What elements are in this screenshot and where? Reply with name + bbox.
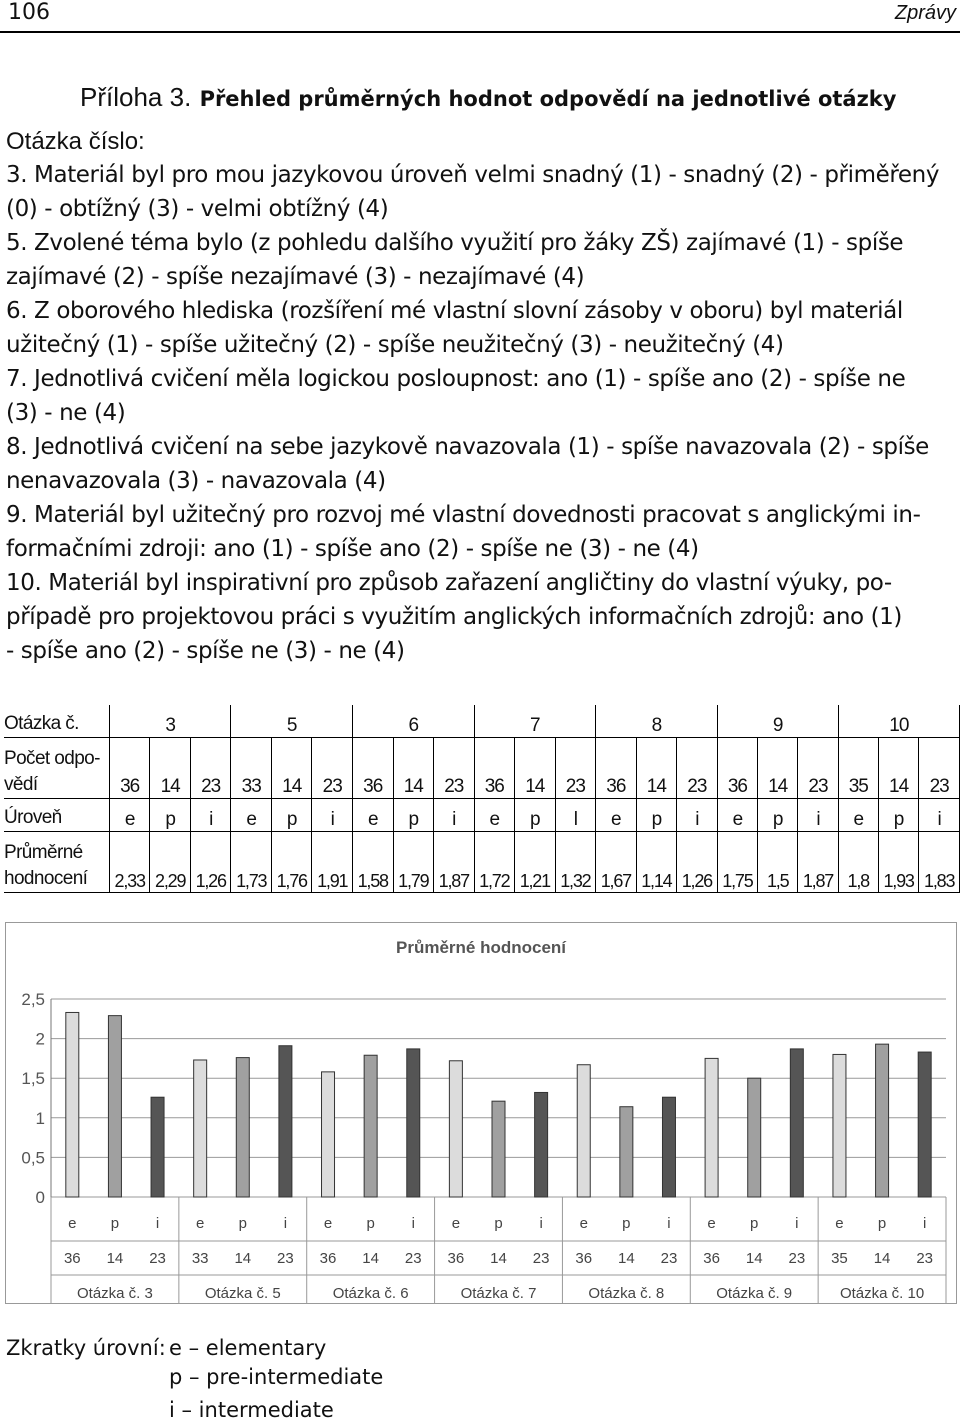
table-question-number: 6 bbox=[352, 705, 474, 738]
row-label-count-line1: Počet odpo- bbox=[4, 748, 100, 769]
table-count-cell: 35 bbox=[838, 738, 878, 799]
bar-level-label: p bbox=[110, 1215, 120, 1232]
bar bbox=[876, 1044, 889, 1197]
table-count-cell: 23 bbox=[312, 738, 353, 799]
table-average-cell: 1,87 bbox=[434, 832, 475, 893]
table-level-cell: e bbox=[474, 799, 515, 832]
table-average-cell: 1,79 bbox=[393, 832, 434, 893]
table-count-cell: 36 bbox=[474, 738, 515, 799]
bar-count-label: 23 bbox=[149, 1250, 166, 1267]
chart-frame bbox=[5, 922, 957, 1304]
question-line: 10. Materiál byl inspirativní pro způsob zařazení angličtiny do vlastní výuky, po- bbox=[6, 570, 892, 596]
bar-count-label: 36 bbox=[447, 1250, 465, 1267]
category-label: Otázka č. 7 bbox=[460, 1285, 537, 1302]
bar-count-label: 23 bbox=[916, 1250, 934, 1267]
table-average-cell: 1,83 bbox=[919, 832, 960, 893]
bar-level-label: i bbox=[667, 1215, 671, 1232]
appendix-label: Příloha 3. bbox=[80, 82, 192, 112]
table-count-cell: 14 bbox=[758, 738, 798, 799]
table-count-cell: 36 bbox=[352, 738, 393, 799]
bar-count-label: 36 bbox=[703, 1250, 720, 1267]
table-level-cell: p bbox=[271, 799, 312, 832]
row-label-question: Otázka č. bbox=[4, 705, 109, 738]
bar-count-label: 36 bbox=[63, 1250, 81, 1267]
table-average-cell: 1,67 bbox=[596, 832, 637, 893]
row-label-average bbox=[4, 832, 109, 893]
table-level-cell: p bbox=[393, 799, 434, 832]
y-tick-label: 0 bbox=[35, 1188, 45, 1207]
bar-level-label: e bbox=[835, 1215, 844, 1232]
row-label-count bbox=[4, 738, 109, 799]
bar-count-label: 14 bbox=[873, 1250, 891, 1267]
category-label: Otázka č. 9 bbox=[716, 1285, 793, 1302]
row-label-average-line2: hodnocení bbox=[4, 868, 88, 889]
table-average-cell: 1,26 bbox=[190, 832, 231, 893]
y-tick-label: 2 bbox=[35, 1029, 45, 1049]
category-label: Otázka č. 10 bbox=[839, 1285, 925, 1302]
question-line: (3) - ne (4) bbox=[6, 400, 126, 426]
table-count-cell: 36 bbox=[109, 738, 150, 799]
question-line: 9. Materiál byl užitečný pro rozvoj mé vlastní dovednosti pracovat s anglickými in- bbox=[6, 502, 921, 528]
bar-level-label: e bbox=[68, 1215, 77, 1232]
question-line: 7. Jednotlivá cvičení měla logickou posloupnost: ano (1) - spíše ano (2) - spíše ne bbox=[6, 366, 906, 392]
bar bbox=[790, 1049, 803, 1197]
table-count-cell: 23 bbox=[555, 738, 596, 799]
question-line: užitečný (1) - spíše užitečný (2) - spíše neužitečný (3) - neužitečný (4) bbox=[6, 332, 784, 358]
table-level-cell: e bbox=[109, 799, 150, 832]
table-question-number: 3 bbox=[109, 705, 231, 738]
y-tick-label: 0,5 bbox=[21, 1148, 45, 1168]
table-count-cell: 14 bbox=[271, 738, 312, 799]
bar-level-label: i bbox=[795, 1215, 799, 1232]
bar-count-label: 14 bbox=[234, 1250, 252, 1267]
bar bbox=[492, 1101, 505, 1197]
bar bbox=[748, 1078, 761, 1197]
table-average-cell: 1,14 bbox=[636, 832, 677, 893]
bar-level-label: p bbox=[494, 1215, 503, 1232]
category-label: Otázka č. 8 bbox=[588, 1285, 665, 1302]
bar-level-label: p bbox=[366, 1215, 375, 1232]
table-average-cell: 1,76 bbox=[271, 832, 312, 893]
bar-level-label: i bbox=[411, 1215, 415, 1232]
bar-count-label: 36 bbox=[319, 1250, 337, 1267]
table-level-cell: i bbox=[919, 799, 960, 832]
table-average-cell: 2,29 bbox=[150, 832, 191, 893]
y-tick-label: 2,5 bbox=[21, 990, 45, 1009]
table-question-number: 9 bbox=[717, 705, 838, 738]
table-count-cell: 33 bbox=[231, 738, 272, 799]
table-average-cell: 2,33 bbox=[109, 832, 150, 893]
table-count-cell: 23 bbox=[919, 738, 960, 799]
chart-title: Průměrné hodnocení bbox=[395, 938, 567, 957]
table-average-cell: 1,93 bbox=[878, 832, 919, 893]
question-label: Otázka číslo: bbox=[6, 128, 145, 155]
section-name: Zprávy bbox=[894, 2, 956, 24]
table-average-cell: 1,5 bbox=[758, 832, 798, 893]
bar-count-label: 23 bbox=[660, 1250, 678, 1267]
appendix-heading: Přehled průměrných hodnot odpovědí na jednotlivé otázky bbox=[199, 87, 897, 111]
average-rating-chart bbox=[6, 923, 956, 1303]
legend-item: e – elementary bbox=[169, 1336, 327, 1360]
bar-level-label: i bbox=[923, 1215, 927, 1232]
averages-table bbox=[4, 705, 960, 893]
legend-label: Zkratky úrovní: bbox=[6, 1336, 166, 1360]
table-level-cell: e bbox=[596, 799, 637, 832]
table-average-cell: 1,58 bbox=[352, 832, 393, 893]
y-tick-label: 1 bbox=[35, 1108, 45, 1128]
table-level-cell: i bbox=[677, 799, 718, 832]
table-level-cell: l bbox=[555, 799, 596, 832]
legend-item: p – pre-intermediate bbox=[169, 1365, 384, 1389]
row-label-average-line1: Průměrné bbox=[4, 842, 83, 863]
category-label: Otázka č. 3 bbox=[76, 1285, 153, 1302]
bar-level-label: p bbox=[877, 1215, 887, 1232]
bar-count-label: 23 bbox=[404, 1250, 422, 1267]
bar bbox=[535, 1092, 548, 1197]
header-rule bbox=[0, 31, 960, 33]
table-level-cell: p bbox=[758, 799, 798, 832]
table-question-number: 7 bbox=[474, 705, 596, 738]
bar bbox=[322, 1072, 335, 1197]
bar-level-label: e bbox=[451, 1215, 461, 1232]
appendix-title bbox=[80, 82, 896, 113]
bar-level-label: e bbox=[579, 1215, 588, 1232]
question-line: 5. Zvolené téma bylo (z pohledu dalšího využití pro žáky ZŠ) zajímavé (1) - spíše bbox=[6, 230, 904, 256]
bar bbox=[620, 1107, 633, 1197]
bar-count-label: 33 bbox=[191, 1250, 209, 1267]
table-count-cell: 14 bbox=[150, 738, 191, 799]
bar-level-label: p bbox=[622, 1215, 631, 1232]
table-average-cell: 1,72 bbox=[474, 832, 515, 893]
bar bbox=[108, 1016, 121, 1197]
question-line: 6. Z oborového hlediska (rozšíření mé vlastní slovní zásoby v oboru) byl materiál bbox=[6, 298, 903, 324]
question-line: (0) - obtížný (3) - velmi obtížný (4) bbox=[6, 196, 389, 222]
table-count-cell: 14 bbox=[878, 738, 919, 799]
table-level-cell: p bbox=[636, 799, 677, 832]
bar-level-label: p bbox=[750, 1215, 759, 1232]
bar-level-label: p bbox=[238, 1215, 247, 1232]
table-level-cell: e bbox=[352, 799, 393, 832]
page-header bbox=[0, 0, 960, 30]
bar-count-label: 23 bbox=[277, 1250, 294, 1267]
bar-level-label: e bbox=[195, 1215, 205, 1232]
bar-level-label: e bbox=[707, 1215, 716, 1232]
bar bbox=[151, 1097, 164, 1197]
category-label: Otázka č. 6 bbox=[332, 1285, 409, 1302]
table-average-cell: 1,91 bbox=[312, 832, 353, 893]
table-level-cell: e bbox=[717, 799, 758, 832]
bar-count-label: 36 bbox=[575, 1250, 593, 1267]
table-count-cell: 36 bbox=[717, 738, 758, 799]
table-level-cell: p bbox=[515, 799, 556, 832]
bar-count-label: 35 bbox=[831, 1250, 848, 1267]
question-line: 8. Jednotlivá cvičení na sebe jazykově navazovala (1) - spíše navazovala (2) - spíše bbox=[6, 434, 929, 460]
table-count-cell: 23 bbox=[798, 738, 839, 799]
bar bbox=[194, 1060, 207, 1197]
bar-count-label: 14 bbox=[745, 1250, 763, 1267]
table-count-cell: 14 bbox=[515, 738, 556, 799]
table-average-cell: 1,75 bbox=[717, 832, 758, 893]
bar-count-label: 14 bbox=[618, 1250, 635, 1267]
bar-level-label: e bbox=[323, 1215, 333, 1232]
bar-level-label: i bbox=[155, 1215, 160, 1232]
table-count-cell: 23 bbox=[434, 738, 475, 799]
bar-count-label: 14 bbox=[490, 1250, 507, 1267]
table-average-cell: 1,32 bbox=[555, 832, 596, 893]
row-label-level: Úroveň bbox=[4, 799, 109, 832]
table-count-cell: 23 bbox=[190, 738, 231, 799]
table-level-cell: i bbox=[190, 799, 231, 832]
table-average-cell: 1,21 bbox=[515, 832, 556, 893]
question-line: formačními zdroji: ano (1) - spíše ano (2) - spíše ne (3) - ne (4) bbox=[6, 536, 699, 562]
table-question-number: 10 bbox=[838, 705, 959, 738]
table-average-cell: 1,73 bbox=[231, 832, 272, 893]
table-question-number: 5 bbox=[231, 705, 353, 738]
table-level-cell: e bbox=[231, 799, 272, 832]
bar bbox=[407, 1049, 420, 1197]
bar bbox=[918, 1052, 931, 1197]
table-average-cell: 1,87 bbox=[798, 832, 839, 893]
bar bbox=[662, 1097, 675, 1197]
bar bbox=[705, 1058, 718, 1197]
bar bbox=[66, 1012, 79, 1197]
page-number: 106 bbox=[8, 0, 50, 25]
bar-count-label: 14 bbox=[362, 1250, 379, 1267]
table-level-cell: p bbox=[878, 799, 919, 832]
table-count-cell: 14 bbox=[636, 738, 677, 799]
question-line: 3. Materiál byl pro mou jazykovou úroveň velmi snadný (1) - snadný (2) - přiměřený bbox=[6, 162, 940, 188]
bar bbox=[833, 1054, 846, 1197]
bar-count-label: 23 bbox=[532, 1250, 550, 1267]
bar bbox=[236, 1058, 249, 1197]
bar bbox=[449, 1061, 462, 1197]
category-label: Otázka č. 5 bbox=[204, 1285, 281, 1302]
table-level-cell: e bbox=[838, 799, 878, 832]
question-line: případě pro projektovou práci s využitím anglických informačních zdrojů: ano (1) bbox=[6, 604, 902, 630]
question-line: - spíše ano (2) - spíše ne (3) - ne (4) bbox=[6, 638, 405, 664]
y-tick-label: 1,5 bbox=[21, 1069, 45, 1089]
table-average-cell: 1,26 bbox=[677, 832, 718, 893]
question-line: zajímavé (2) - spíše nezajímavé (3) - nezajímavé (4) bbox=[6, 264, 585, 290]
bar-count-label: 14 bbox=[106, 1250, 124, 1267]
table-level-cell: i bbox=[434, 799, 475, 832]
table-level-cell: i bbox=[312, 799, 353, 832]
table-count-cell: 14 bbox=[393, 738, 434, 799]
table-level-cell: i bbox=[798, 799, 839, 832]
table-level-cell: p bbox=[150, 799, 191, 832]
bar bbox=[577, 1065, 590, 1197]
question-line: nenavazovala (3) - navazovala (4) bbox=[6, 468, 386, 494]
table-question-number: 8 bbox=[596, 705, 718, 738]
row-label-count-line2: vědí bbox=[4, 774, 38, 795]
bar bbox=[364, 1055, 377, 1197]
table-average-cell: 1,8 bbox=[838, 832, 878, 893]
bar-level-label: i bbox=[283, 1215, 288, 1232]
table-count-cell: 36 bbox=[596, 738, 637, 799]
bar bbox=[279, 1046, 292, 1197]
table-count-cell: 23 bbox=[677, 738, 718, 799]
bar-level-label: i bbox=[539, 1215, 543, 1232]
bar-count-label: 23 bbox=[788, 1250, 806, 1267]
legend-item: i – intermediate bbox=[169, 1398, 334, 1422]
